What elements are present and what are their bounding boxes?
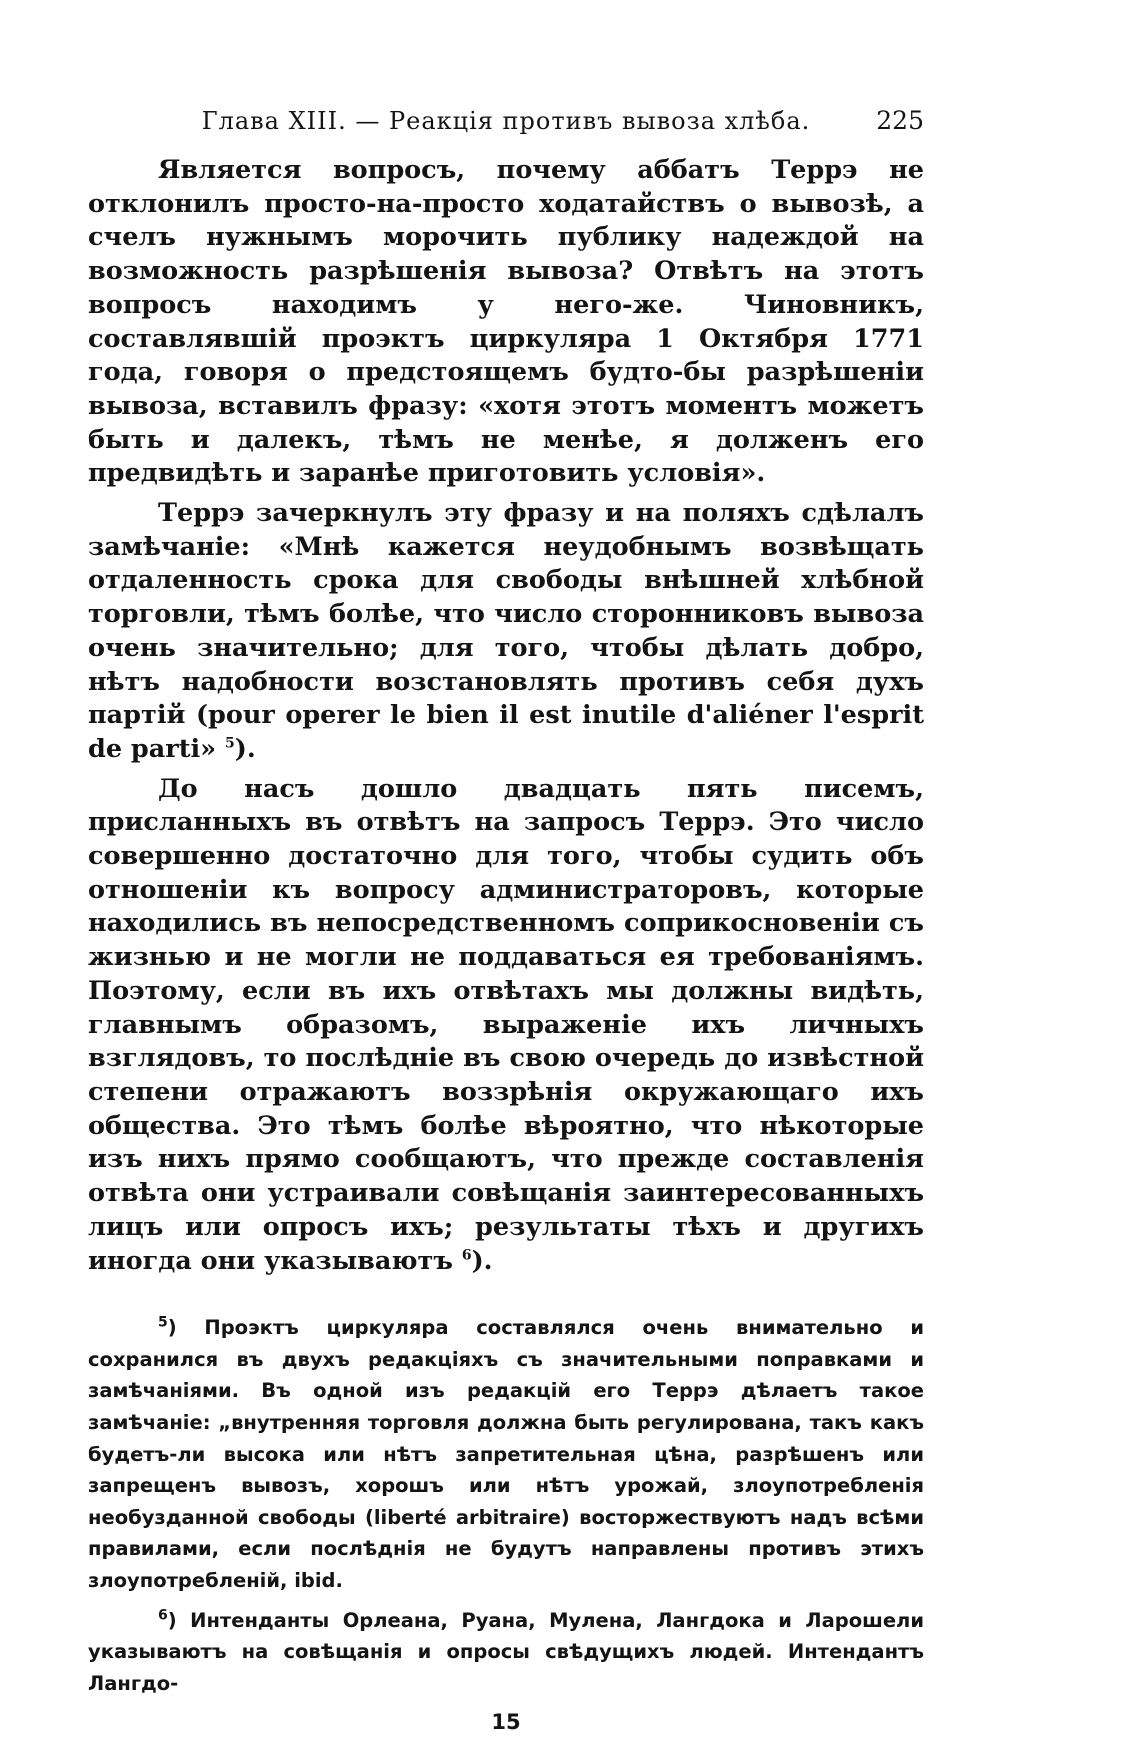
footnote-mark: 6 (158, 1607, 168, 1624)
paragraph (88, 154, 924, 491)
footnotes (88, 1312, 924, 1699)
footnote (88, 1312, 924, 1596)
signature-mark: 15 (491, 1710, 521, 1735)
paragraph-text: Является вопросъ, почему аббатъ Террэ не отклонилъ просто-на-просто ходатайствъ о вывозѣ, а счелъ нужнымъ морочить публику надеждой на возможность разрѣшенія вывоза? Отвѣтъ на этотъ вопросъ находимъ у него-же. Чиновникъ, составлявшій проэктъ циркуляра 1 Октября 1771 года, говоря о предстоящемъ будто-бы разрѣшеніи вывоза, вставилъ фразу: «хотя этотъ моментъ можетъ быть и далекъ, тѣмъ не менѣе, я долженъ его предвидѣть и заранѣе приготовить условія». (88, 155, 924, 489)
book-page (88, 96, 924, 1737)
paragraph-tail: ). (471, 1245, 493, 1276)
footnote-ref: 6 (461, 1247, 472, 1263)
paragraph (88, 773, 924, 1279)
footnote-mark: 5 (158, 1314, 168, 1331)
paragraph (88, 497, 924, 767)
paragraph-text: До насъ дошло двадцать пять писемъ, присланныхъ въ отвѣтъ на запросъ Террэ. Это число совершенно достаточно для того, чтобы судить объ отношеніи къ вопросу администраторовъ, которые находились въ непосредственномъ соприкосновеніи съ жизнью и не могли не поддаваться ея требованіямъ. Поэтому, если въ ихъ отвѣтахъ мы должны видѣть, главнымъ образомъ, выраженіе ихъ личныхъ взглядовъ, то послѣдніе въ свою очередь до извѣстной степени отражаютъ воззрѣнія окружающаго ихъ общества. Это тѣмъ болѣе вѣроятно, что нѣкоторые изъ нихъ прямо сообщаютъ, что прежде составленія отвѣта они устраивали совѣщанія заинтересованныхъ лицъ или опросъ ихъ; результаты тѣхъ и другихъ иногда они указываютъ (88, 773, 924, 1276)
footnote-text: ) Проэктъ циркуляра составлялся очень внимательно и сохранился въ двухъ редакціяхъ съ значительными поправками и замѣчаніями. Въ одной изъ редакцій его Террэ дѣлаетъ такое замѣчаніе: „внутренняя торговля должна быть регулирована, такъ какъ будетъ-ли высока или нѣтъ запретительная цѣна, разрѣшенъ или запрещенъ вывозъ, хорошъ или нѣтъ урожай, злоупотребленія необузданной свободы (liberté arbitraire) восторжествуютъ надъ всѣми правилами, если послѣднія не будутъ направлены противъ этихъ злоупотребленій, ibid. (88, 1316, 924, 1592)
page-number: 225 (876, 106, 924, 135)
paragraph-text: Террэ зачеркнулъ эту фразу и на поляхъ сдѣлалъ замѣчаніе: «Мнѣ кажется неудобнымъ возвѣщать отдаленность срока для свободы внѣшней хлѣбной торговли, тѣмъ болѣе, что число сторонниковъ вывоза очень значительно; для того, чтобы дѣлать добро, нѣтъ надобности возстановлять противъ себя духъ партій (pour operer le bien il est inutile d'aliéner l'esprit de parti» (88, 498, 924, 764)
running-title: Глава XIII. — Реакція противъ вывоза хлѣба. (201, 107, 811, 135)
paragraph-tail: ). (234, 733, 256, 764)
footnote (88, 1605, 924, 1700)
running-header (88, 96, 924, 146)
footnote-text: ) Интенданты Орлеана, Руана, Мулена, Лангдока и Ларошели указываютъ на совѣщанія и опросы свѣдущихъ людей. Интендантъ Лангдо- (88, 1608, 924, 1695)
main-text (88, 154, 924, 1278)
footnote-ref: 5 (225, 735, 235, 752)
